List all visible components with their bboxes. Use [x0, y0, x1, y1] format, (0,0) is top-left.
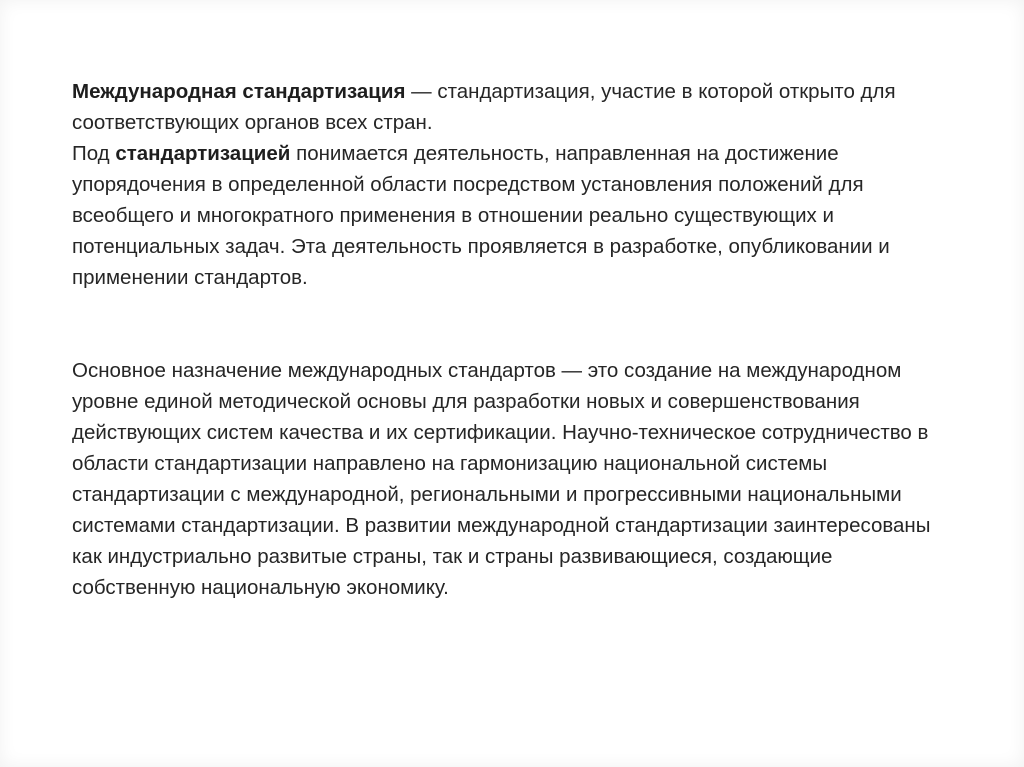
text-block [72, 76, 932, 603]
term-standardization: стандартизацией [115, 142, 291, 165]
definition-lead: Под [72, 142, 116, 165]
definition-standardization [72, 138, 932, 293]
definition-text: — стандартизация, участие в которой открыто для соответствующих органов всех стран. [72, 80, 896, 134]
purpose-international-standards: Основное назначение международных стандартов — это создание на международном уровне единой методической основы для разработки новых и совершенствования действующих систем качества и их сертификации. Научно-техническое сотрудничество в области стандартизации направлено на гармонизацию национальной системы стандартизации с международной, региональными и прогрессивными национальными системами стандартизации. В развитии международной стандартизации заинтересованы как индустриально развитые страны, так и страны развивающиеся, создающие собственную национальную экономику. [72, 359, 931, 599]
term-international-standardization: Международная стандартизация [72, 80, 406, 103]
definition-standardization-text: понимается деятельность, направленная на достижение упорядочения в определенной области посредством установления положений для всеобщего и многократного применения в отношении реально существующих и потенциальных задач. Эта деятельность проявляется в разработке, опубликовании и применении стандартов. [72, 142, 890, 289]
paragraph-spacer [72, 293, 932, 355]
definition-international-standardization [72, 76, 932, 138]
